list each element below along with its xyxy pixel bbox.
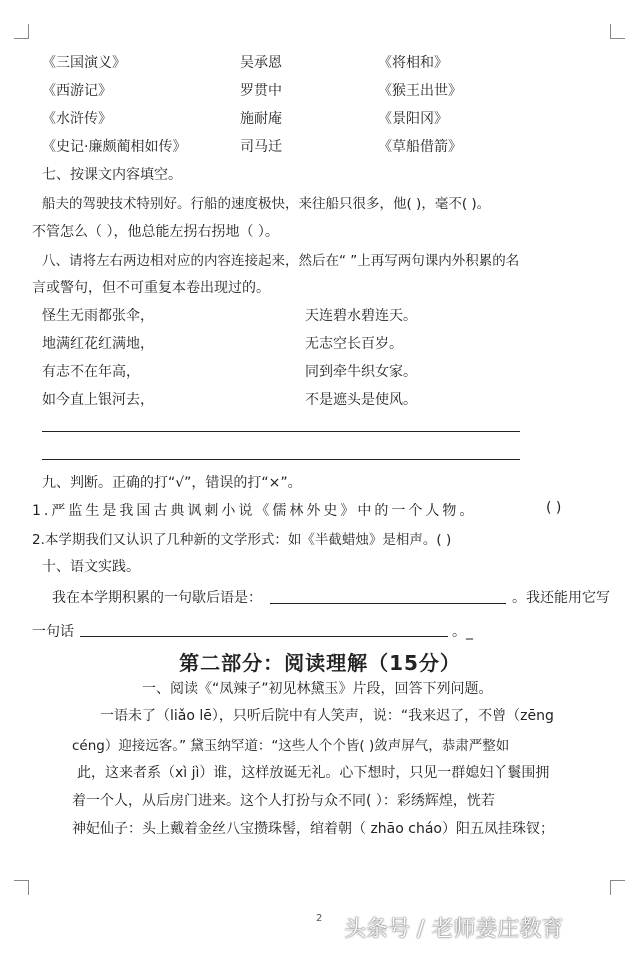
part-2-subheading: 一、阅读《“凤辣子”初见林黛玉》片段，回答下列问题。	[142, 681, 493, 697]
crop-mark-top-right	[610, 24, 625, 39]
q8-right-item: 无志空长百岁。	[305, 336, 403, 352]
q8-left-item: 地满红花红满地，	[42, 336, 154, 352]
q7-line-2: 不管怎么（ ），他总能左拐右拐地（ ）。	[32, 224, 279, 240]
q7-heading: 七、按课文内容填空。	[42, 167, 182, 183]
work-story: 《将相和》	[378, 55, 448, 71]
work-story: 《草船借箭》	[378, 139, 462, 155]
crop-mark-bottom-left	[14, 880, 29, 895]
crop-mark-top-left	[14, 24, 29, 39]
answer-line[interactable]	[42, 459, 520, 460]
q10-line-1-prefix: 我在本学期积累的一句歇后语是：	[52, 590, 262, 606]
answer-line[interactable]	[42, 431, 520, 432]
passage-line: 神妃仙子：头上戴着金丝八宝攒珠髻，绾着朝（ zhāo cháo）阳五凤挂珠钗；	[72, 821, 554, 837]
work-story: 《景阳冈》	[378, 111, 448, 127]
q8-right-item: 不是遮头是使风。	[305, 392, 417, 408]
watermark: 头条号 / 老师姜庄教育	[344, 917, 564, 942]
saying-answer-line[interactable]	[270, 603, 506, 604]
q10-line-2-suffix: 。_	[452, 624, 473, 640]
part-2-title: 第二部分：阅读理解（15分）	[179, 651, 461, 675]
q8-heading: 八、请将左右两边相对应的内容连接起来，然后在“ ”上再写两句课内外积累的名	[42, 253, 520, 269]
work-title: 《水浒传》	[42, 111, 112, 127]
passage-line: 一语未了（liǎo lē），只听后院中有人笑声，说：“我来迟了，不曾（zēng	[100, 708, 554, 724]
q8-right-item: 同到牵牛织女家。	[305, 364, 417, 380]
q10-heading: 十、语文实践。	[42, 559, 140, 575]
q8-left-item: 有志不在年高，	[42, 364, 140, 380]
work-author: 司马迁	[240, 139, 282, 155]
crop-mark-bottom-right	[610, 880, 625, 895]
passage-line: 此，这来者系（xì jì）谁，这样放诞无礼。心下想时，只见一群媳妇丫鬟围拥	[77, 765, 550, 781]
work-author: 施耐庵	[240, 111, 282, 127]
passage-line: 着一个人，从后房门进来。这个人打扮与众不同( ）：彩绣辉煌，恍若	[72, 793, 495, 809]
q9-item-2: 2.本学期我们又认识了几种新的文学形式：如《半截蜡烛》是相声。( )	[32, 532, 452, 548]
passage-line: céng）迎接远客。” 黛玉纳罕道：“这些人个个皆( )敛声屏气，恭肃严整如	[72, 738, 510, 754]
q7-line-1: 船夫的驾驶技术特别好。行船的速度极快，来往船只很多，他( )，毫不( )。	[42, 196, 491, 212]
q8-left-item: 怪生无雨都张伞，	[42, 308, 154, 324]
q8-heading-cont: 言或警句，但不可重复本卷出现过的。	[32, 280, 270, 296]
page-number: 2	[316, 913, 323, 924]
q9-item-1: 1.严监生是我国古典讽刺小说《儒林外史》中的一个人物。	[32, 503, 477, 519]
work-author: 吴承恩	[240, 55, 282, 71]
work-title: 《西游记》	[42, 83, 112, 99]
q8-left-item: 如今直上银河去，	[42, 392, 154, 408]
sentence-answer-line[interactable]	[80, 636, 448, 637]
q10-line-1-suffix: 。我还能用它写	[512, 590, 610, 606]
work-title: 《三国演义》	[42, 55, 126, 71]
work-author: 罗贯中	[240, 83, 282, 99]
work-title: 《史记·廉颇蔺相如传》	[42, 139, 187, 155]
q9-item-1-paren[interactable]: ( )	[546, 500, 562, 516]
q8-right-item: 天连碧水碧连天。	[305, 308, 417, 324]
work-story: 《猴王出世》	[378, 83, 462, 99]
q9-heading: 九、判断。正确的打“√”，错误的打“×”。	[42, 475, 302, 491]
q10-line-2-prefix: 一句话	[32, 624, 74, 640]
